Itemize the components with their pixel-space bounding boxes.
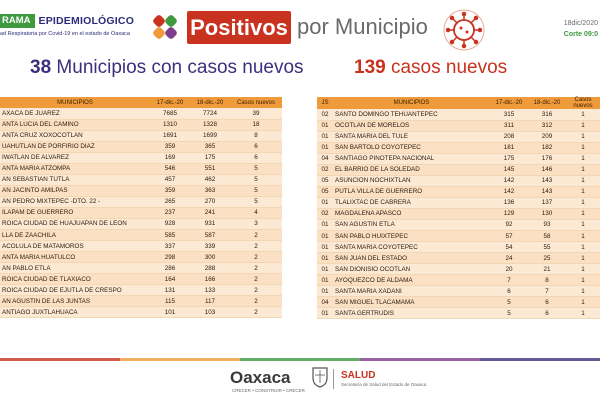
table-cell: 05 [317,186,333,197]
table-cell: 208 [490,131,528,142]
table-cell: 1 [566,297,600,308]
table-row [317,175,600,186]
table-cell: 1 [566,109,600,120]
table-cell: 1 [566,186,600,197]
table-row [0,307,282,318]
table-cell: 21 [528,264,566,275]
salud-logo-subtitle: Secretaría de Salud del Estado de Oaxaca [341,382,427,387]
table-cell: UAHUTLAN DE PORFIRIO DIAZ [0,141,150,152]
table-cell: 1 [566,219,600,230]
table-cell: 5 [490,308,528,319]
table-cell: 1 [566,164,600,175]
header-tag-title: EPIDEMIOLÓGICO [38,15,135,27]
table-row [0,241,282,252]
municipios-stat [30,57,304,79]
table-cell: OCOTLAN DE MORELOS [333,120,490,131]
table-cell: 137 [528,197,566,208]
table-cell: 585 [150,230,190,241]
table-row [0,141,282,152]
table-cell: 142 [490,186,528,197]
table-cell: 18 [230,119,282,130]
table-cell: 01 [317,264,333,275]
table-cell: 8 [230,130,282,141]
col-header-18dic: 18-dic.-20 [528,97,566,109]
table-cell: 02 [317,164,333,175]
table-cell: 300 [190,252,230,263]
table-row [0,263,282,274]
table-cell: 1 [566,120,600,131]
oaxaca-logo: Oaxaca [230,368,291,387]
table-cell: 130 [528,208,566,219]
table-row [317,231,600,242]
table-cell: 1699 [190,130,230,141]
col-header-casos-nuevos: Casos nuevos [230,97,282,108]
table-cell: 166 [190,274,230,285]
table-cell: 1 [566,253,600,264]
table-cell: 1 [566,131,600,142]
table-cell: 24 [490,253,528,264]
table-cell: 551 [190,163,230,174]
table-row [0,218,282,229]
table-cell: 1 [566,208,600,219]
table-cell: 316 [528,109,566,120]
table-cell: SAN AGUSTIN ETLA [333,219,490,230]
table-row [317,197,600,208]
table-cell: 457 [150,174,190,185]
table-cell: 01 [317,242,333,253]
table-cell: IWATLAN DE ALVAREZ [0,152,150,163]
table-cell: 117 [190,296,230,307]
table-row [0,196,282,207]
table-cell: 6 [230,152,282,163]
casos-stat [354,57,507,79]
table-cell: 359 [150,185,190,196]
table-cell: 93 [528,219,566,230]
table-cell: 5 [230,185,282,196]
table-cell: 1 [566,242,600,253]
table-cell: 01 [317,253,333,264]
table-cell: 20 [490,264,528,275]
table-cell: ANTA LUCIA DEL CAMINO [0,119,150,130]
table-cell: 136 [490,197,528,208]
table-cell: 2 [230,241,282,252]
table-cell: 92 [490,219,528,230]
table-row [0,108,282,119]
table-cell: ANTIAGO JUXTLAHUACA [0,307,150,318]
table-cell: 7685 [150,108,190,119]
table-cell: 8 [528,275,566,286]
table-cell: 175 [490,153,528,164]
table-cell: ANTA MARIA HUATULCO [0,252,150,263]
table-cell: 01 [317,131,333,142]
table-cell: 288 [190,263,230,274]
table-cell: 02 [317,208,333,219]
table-cell: 312 [528,120,566,131]
table-cell: 587 [190,230,230,241]
table-cell: 01 [317,286,333,297]
table-cell: SAN MIGUEL TLACAMAMA [333,297,490,308]
table-cell: 5 [230,163,282,174]
table-cell: 6 [528,308,566,319]
table-cell: 175 [190,152,230,163]
table-cell: 133 [190,285,230,296]
table-cell: 2 [230,296,282,307]
table-cell: 2 [230,285,282,296]
header-tag [0,14,150,28]
table-cell: 1691 [150,130,190,141]
table-cell: ROICA CIUDAD DE HUAJUAPAN DE LEON [0,218,150,229]
col-header-js: JS [317,97,333,109]
table-cell: SANTA GERTRUDIS [333,308,490,319]
table-row [317,164,600,175]
table-cell: 164 [150,274,190,285]
table-cell: 145 [490,164,528,175]
colorful-x-logo-icon [152,14,178,40]
table-cell: 265 [150,196,190,207]
municipios-text: Municipios con casos nuevos [56,57,304,78]
table-cell: SANTA MARIA XADANI [333,286,490,297]
municipios-count: 38 [30,57,52,78]
col-header-municipios: MUNICIPIOS [333,97,490,109]
table-cell: 1328 [190,119,230,130]
header-subtitle: ad Respiratoria por Covid-19 en el estado de Oaxaca [0,31,130,37]
table-row [317,242,600,253]
table-cell: 142 [490,175,528,186]
table-cell: 01 [317,219,333,230]
header-brand [0,14,150,42]
table-cell: 58 [528,231,566,242]
table-cell: 1 [566,275,600,286]
col-header-17dic: 17-dic.-20 [150,97,190,108]
table-cell: SAN JUAN DEL ESTADO [333,253,490,264]
table-cell: 01 [317,120,333,131]
table-cell: 01 [317,308,333,319]
table-cell: 286 [150,263,190,274]
oaxaca-logo-tagline: CRECER • CONSTRUIR • CRECER [232,388,305,393]
table-cell: 131 [150,285,190,296]
table-cell: 143 [528,175,566,186]
table-cell: 3 [230,218,282,229]
table-row [317,186,600,197]
table-cell: 237 [150,207,190,218]
table-row [317,219,600,230]
table-cell: 55 [528,242,566,253]
table-cell: ILAPAM DE GUERRERO [0,207,150,218]
table-cell: 5 [230,196,282,207]
table-cell: ANTA CRUZ XOXOCOTLAN [0,130,150,141]
table-row [0,163,282,174]
table-cell: ASUNCION NOCHIXTLAN [333,175,490,186]
table-cell: 54 [490,242,528,253]
table-row [0,130,282,141]
table-cell: 57 [490,231,528,242]
report-cutoff: Corte 09:0 [563,31,598,38]
table-row [317,153,600,164]
table-cell: 5 [230,174,282,185]
table-cell: 39 [230,108,282,119]
table-cell: 462 [190,174,230,185]
table-cell: 1 [566,286,600,297]
col-header-17dic: 17-dic.-20 [490,97,528,109]
table-cell: AN JACINTO AMILPAS [0,185,150,196]
table-cell: 311 [490,120,528,131]
table-cell: 2 [230,307,282,318]
table-row [0,185,282,196]
table-cell: AN PEDRO MIXTEPEC -DTO. 22 - [0,196,150,207]
table-cell: SANTA MARIA DEL TULE [333,131,490,142]
table-cell: 02 [317,109,333,120]
table-cell: 931 [190,218,230,229]
table-cell: 05 [317,175,333,186]
table-cell: 2 [230,230,282,241]
table-row [0,285,282,296]
col-header-casos-nuevos: Casos nuevos [566,97,600,109]
color-stripe-divider [0,358,600,361]
table-cell: 181 [490,142,528,153]
table-cell: 182 [528,142,566,153]
table-cell: 176 [528,153,566,164]
table-cell: 04 [317,153,333,164]
positivos-title: Positivos [187,11,291,44]
col-header-municipios: MUNICIPIOS [0,97,150,108]
table-cell: 01 [317,142,333,153]
table-cell: 337 [150,241,190,252]
table-cell: 363 [190,185,230,196]
table-cell: 298 [150,252,190,263]
table-cell: 209 [528,131,566,142]
table-cell: 1 [566,308,600,319]
virus-icon [440,6,488,54]
table-cell: 270 [190,196,230,207]
table-cell: 339 [190,241,230,252]
table-cell: AN SEBASTIAN TUTLA [0,174,150,185]
table-row [317,109,600,120]
table-cell: 1 [566,264,600,275]
table-cell: 1310 [150,119,190,130]
table-row [317,208,600,219]
table-cell: SAN DIONISIO OCOTLAN [333,264,490,275]
table-cell: 2 [230,274,282,285]
table-cell: SAN BARTOLO COYOTEPEC [333,142,490,153]
table-cell: ROICA CIUDAD DE TLAXIACO [0,274,150,285]
table-cell: SANTO DOMINGO TEHUANTEPEC [333,109,490,120]
salud-logo: SALUD [341,370,376,381]
table-row [317,253,600,264]
table-row [0,119,282,130]
table-cell: ACOLULA DE MATAMOROS [0,241,150,252]
table-cell: 1 [566,197,600,208]
table-cell: 7 [490,275,528,286]
footer-separator [333,369,334,389]
table-cell: SANTA MARIA COYOTEPEC [333,242,490,253]
table-cell: 115 [150,296,190,307]
table-cell: SANTIAGO PINOTEPA NACIONAL [333,153,490,164]
table-cell: 2 [230,252,282,263]
table-cell: 928 [150,218,190,229]
por-municipio-title: por Municipio [297,14,428,39]
table-cell: 546 [150,163,190,174]
right-municipios-table [317,97,600,319]
table-cell: LLA DE ZAACHILA [0,230,150,241]
left-municipios-table [0,97,282,318]
table-cell: 1 [566,153,600,164]
table-cell: 5 [490,297,528,308]
table-cell: 1 [566,231,600,242]
table-row [317,264,600,275]
table-row [317,308,600,319]
table-row [0,152,282,163]
table-row [0,174,282,185]
table-cell: AN AGUSTIN DE LAS JUNTAS [0,296,150,307]
table-row [0,230,282,241]
table-cell: 101 [150,307,190,318]
table-cell: 01 [317,231,333,242]
table-cell: ANTA MARIA ATZOMPA [0,163,150,174]
table-cell: MAGDALENA APASCO [333,208,490,219]
table-row [0,207,282,218]
casos-count: 139 [354,57,386,78]
casos-text: casos nuevos [390,57,508,78]
table-cell: 359 [150,141,190,152]
table-cell: 169 [150,152,190,163]
table-row [0,274,282,285]
table-cell: TLALIXTAC DE CABRERA [333,197,490,208]
table-cell: 241 [190,207,230,218]
table-cell: 2 [230,263,282,274]
table-cell: 7 [528,286,566,297]
table-cell: AN PABLO ETLA [0,263,150,274]
table-cell: 315 [490,109,528,120]
table-row [317,120,600,131]
table-cell: 6 [528,297,566,308]
table-cell: 103 [190,307,230,318]
header-tag-prefix: RAMA [0,14,35,28]
table-cell: AYOQUEZCO DE ALDAMA [333,275,490,286]
table-cell: 1 [566,142,600,153]
table-cell: 1 [566,175,600,186]
table-row [317,275,600,286]
col-header-18dic: 18-dic.-20 [190,97,230,108]
table-cell: 4 [230,207,282,218]
table-cell: 6 [490,286,528,297]
table-row [317,286,600,297]
table-cell: EL BARRIO DE LA SOLEDAD [333,164,490,175]
table-cell: ROICA CIUDAD DE EJUTLA DE CRESPO [0,285,150,296]
table-cell: 146 [528,164,566,175]
report-date: 18dic/2020 [563,20,598,27]
table-cell: 129 [490,208,528,219]
table-row [0,296,282,307]
table-cell: 01 [317,197,333,208]
shield-icon [312,366,328,388]
table-row [317,142,600,153]
table-cell: 25 [528,253,566,264]
table-cell: 7724 [190,108,230,119]
table-cell: 365 [190,141,230,152]
table-row [0,252,282,263]
table-cell: AXACA DE JUAREZ [0,108,150,119]
table-cell: PUTLA VILLA DE GUERRERO [333,186,490,197]
table-header-row [0,97,282,108]
table-cell: SAN PABLO HUIXTEPEC [333,231,490,242]
table-header-row [317,97,600,109]
table-row [317,131,600,142]
table-cell: 01 [317,275,333,286]
table-cell: 143 [528,186,566,197]
table-row [317,297,600,308]
table-cell: 6 [230,141,282,152]
table-cell: 04 [317,297,333,308]
